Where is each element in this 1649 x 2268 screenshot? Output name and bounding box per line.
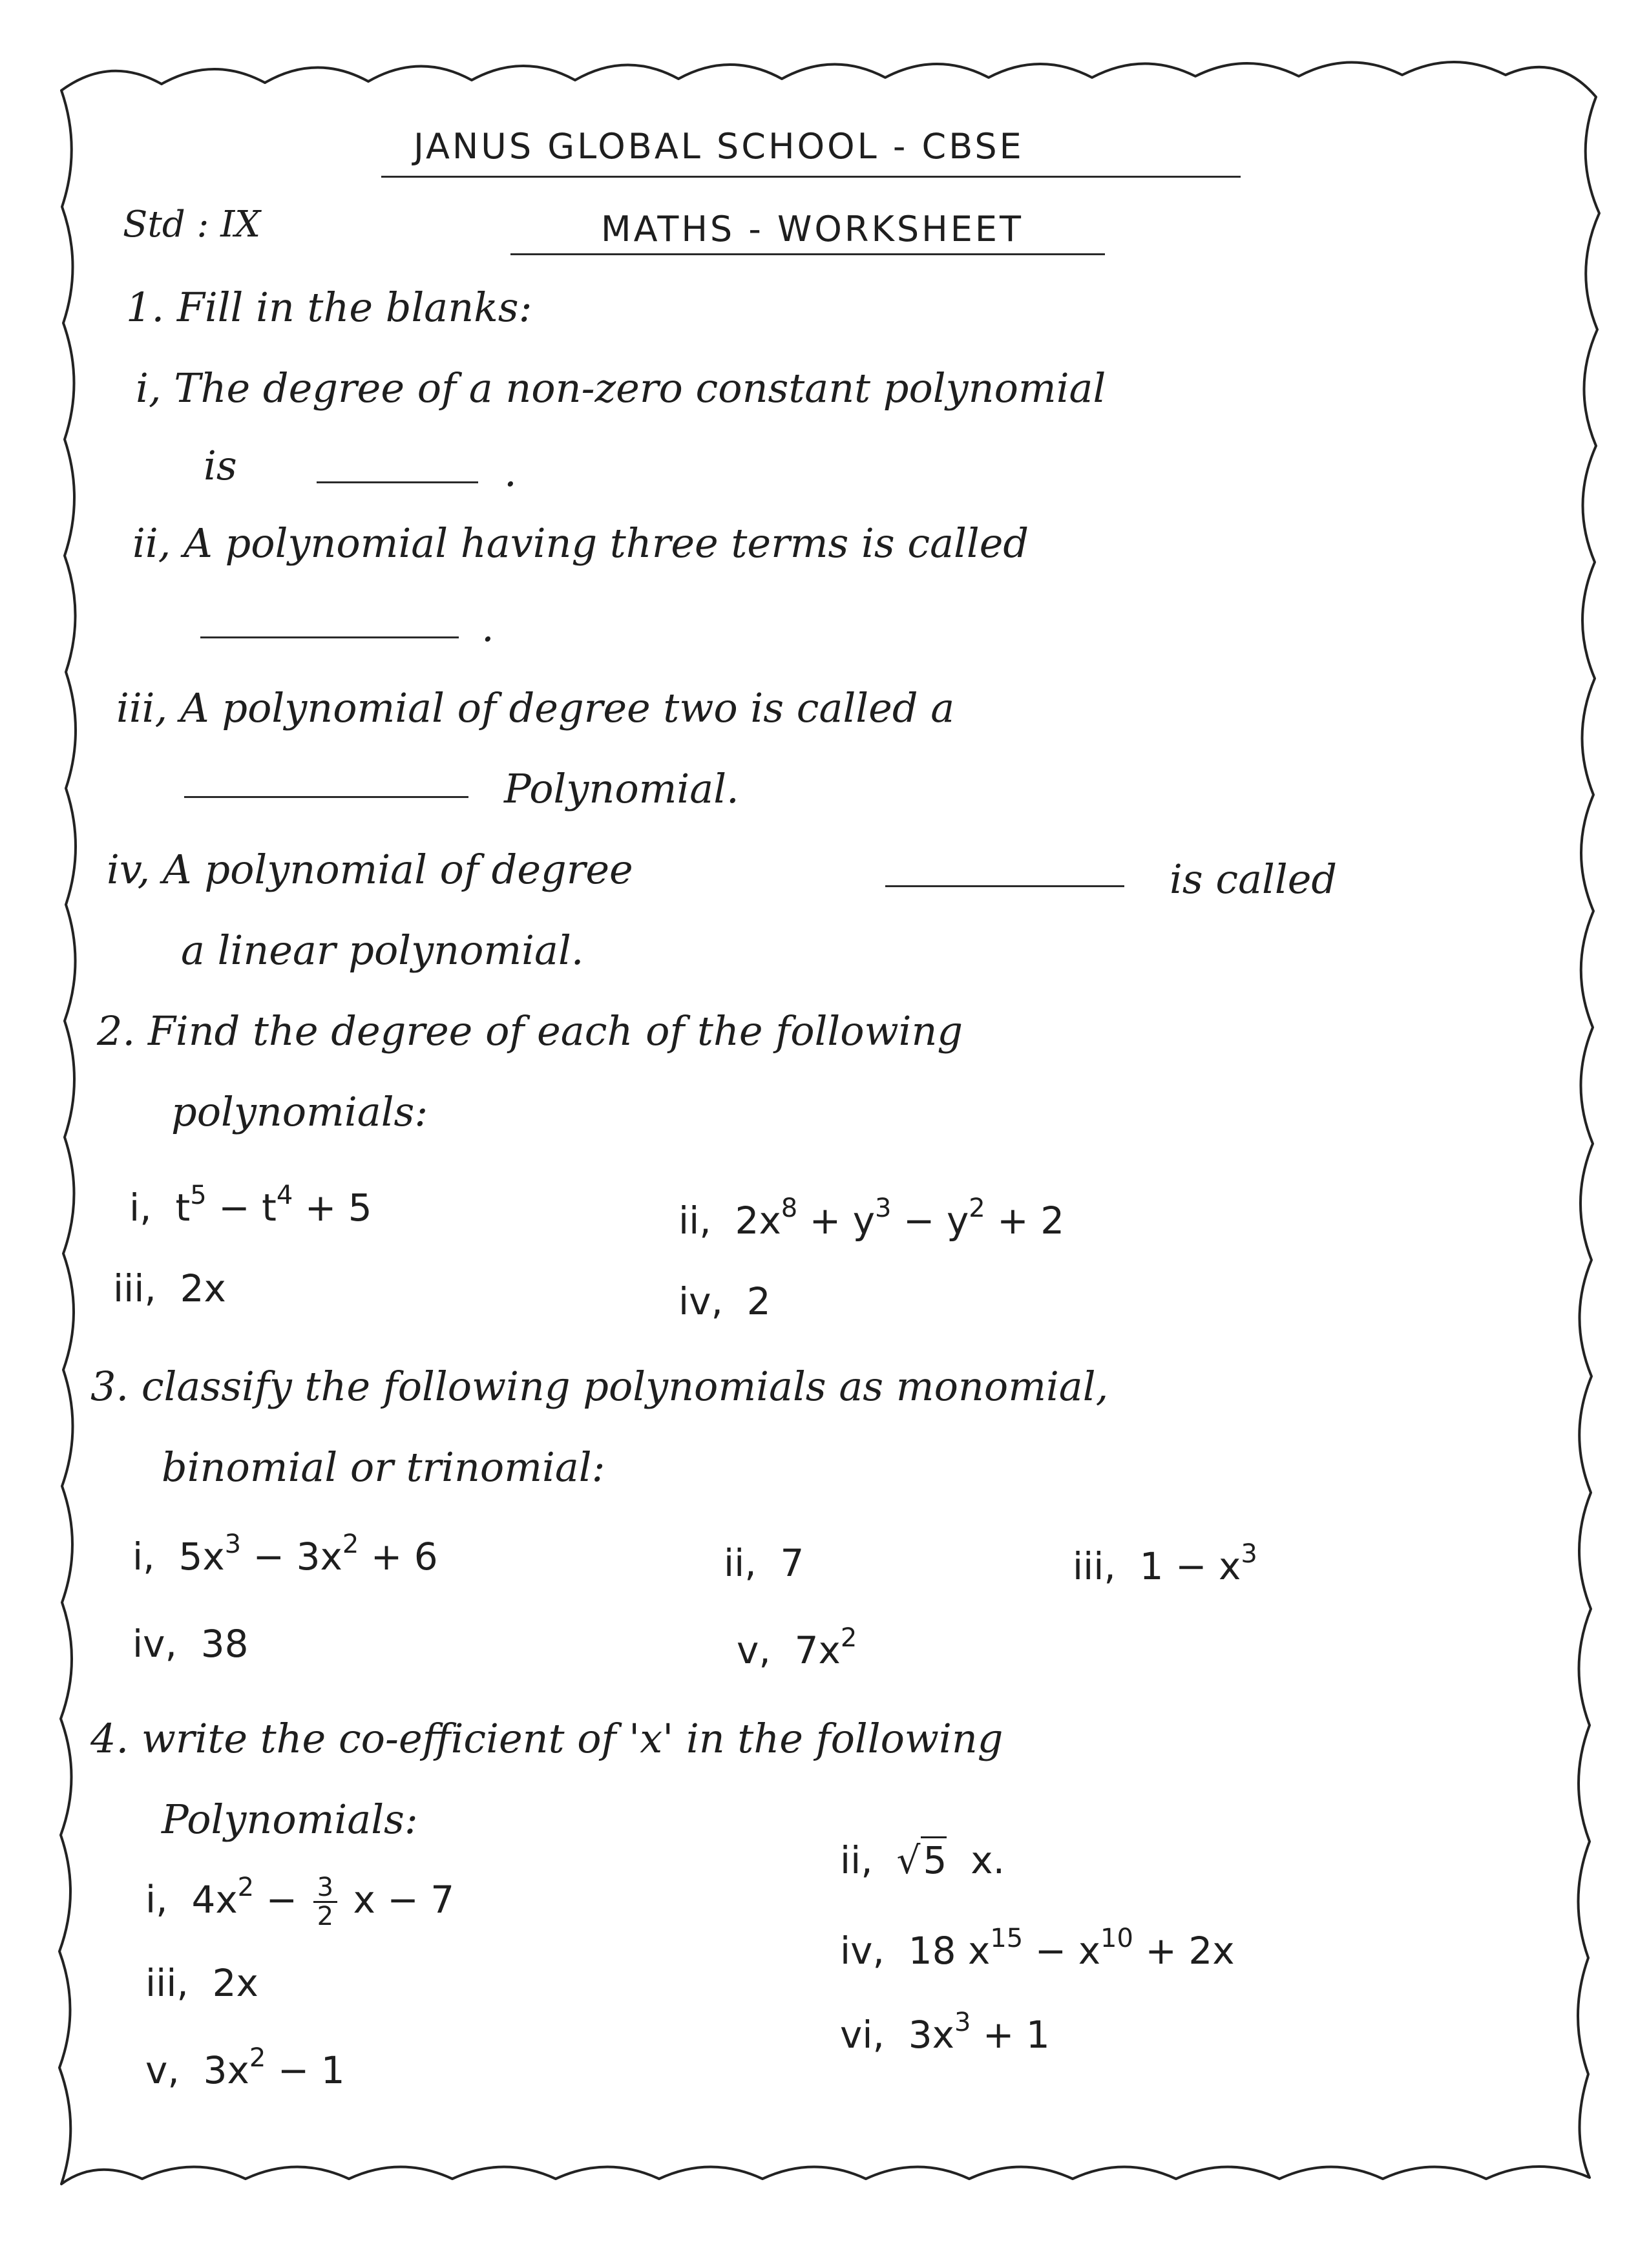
- q1-ii-period: .: [481, 604, 494, 651]
- q3-v: [737, 1623, 857, 1672]
- q4-ii: [840, 1838, 1005, 1882]
- q2-iii-label: iii,: [113, 1266, 156, 1310]
- q3-v-expr: $7x^2$: [794, 1623, 857, 1672]
- worksheet-title: MATHS - WORKSHEET: [601, 209, 1024, 249]
- q4-vi-expr: $3x^3 + 1$: [908, 2008, 1050, 2057]
- q4-v-expr: $3x^2 - 1$: [203, 2043, 345, 2092]
- q1-i-blank: [317, 481, 478, 483]
- q3-iii-label: iii,: [1073, 1544, 1116, 1588]
- sqrt-icon: √: [896, 1838, 921, 1882]
- q2-iii: [113, 1266, 226, 1310]
- q4-vi-label: vi,: [840, 2013, 885, 2057]
- q1-iii-text-cont: Polynomial.: [504, 765, 739, 812]
- q2-iv-label: iv,: [678, 1279, 723, 1323]
- q2-i-expr: $t^5 - t^4 + 5$: [175, 1181, 372, 1230]
- q4-v-label: v,: [145, 2048, 180, 2092]
- q3-iv: [132, 1622, 249, 1666]
- q2-i: [129, 1181, 372, 1230]
- q2-title-cont: polynomials:: [171, 1088, 428, 1135]
- q3-iii-expr: $1 - x^3$: [1139, 1539, 1257, 1588]
- q1-i-text-cont: is: [204, 442, 237, 489]
- q4-iv-expr: 18 $x^{15} - x^{10} + 2x$: [908, 1924, 1235, 1973]
- q3-ii: [724, 1541, 804, 1585]
- q4-i: [145, 1874, 454, 1930]
- q3-iv-expr: 38: [200, 1622, 249, 1666]
- q2-iv-expr: 2: [746, 1279, 771, 1323]
- school-title: JANUS GLOBAL SCHOOL - CBSE: [414, 126, 1024, 167]
- q1-ii-text: ii, A polynomial having three terms is called: [132, 520, 1029, 567]
- q3-iv-label: iv,: [132, 1622, 177, 1666]
- school-title-underline: [381, 176, 1241, 178]
- q1-i-text: i, The degree of a non-zero constant polynomial: [136, 364, 1106, 412]
- q4-title-cont: Polynomials:: [162, 1796, 418, 1843]
- worksheet-title-underline: [510, 253, 1105, 255]
- q4-iii-label: iii,: [145, 1961, 189, 2005]
- q3-i: [132, 1529, 438, 1579]
- q1-iv-blank: [885, 885, 1124, 887]
- q2-iv: [678, 1279, 771, 1323]
- q2-i-label: i,: [129, 1186, 152, 1230]
- q2-ii-label: ii,: [678, 1199, 711, 1243]
- q4-i-label: i,: [145, 1877, 168, 1922]
- q2-iii-expr: 2x: [180, 1266, 226, 1310]
- q1-iii-blank: [184, 796, 468, 798]
- q1-iv-text-end: is called: [1170, 856, 1338, 903]
- q4-ii-label: ii,: [840, 1838, 873, 1882]
- q2-ii: [678, 1193, 1065, 1243]
- q4-ii-var: x.: [971, 1838, 1005, 1882]
- q1-iv-text-cont: a linear polynomial.: [181, 927, 584, 974]
- q4-title: 4. write the co-efficient of 'x' in the following: [90, 1715, 1003, 1762]
- q4-vi: [840, 2008, 1050, 2057]
- q1-title: 1. Fill in the blanks:: [126, 284, 532, 331]
- q3-v-label: v,: [737, 1628, 771, 1672]
- q3-title: 3. classify the following polynomials as monomial,: [90, 1363, 1109, 1410]
- q4-ii-radicand: 5: [921, 1836, 947, 1882]
- q2-ii-expr: $2x^8 + y^3 - y^2 + 2$: [735, 1193, 1065, 1243]
- q3-iii: [1073, 1539, 1257, 1588]
- q4-iii-expr: 2x: [212, 1961, 258, 2005]
- q2-title: 2. Find the degree of each of the following: [97, 1007, 963, 1055]
- q1-i-period: .: [504, 448, 517, 496]
- q3-i-label: i,: [132, 1535, 155, 1579]
- q4-v: [145, 2043, 345, 2092]
- q3-ii-expr: 7: [780, 1541, 804, 1585]
- q4-i-fraction: $\frac{3}{2}$: [313, 1874, 337, 1930]
- q3-ii-label: ii,: [724, 1541, 757, 1585]
- std-label: Std : IX: [123, 204, 261, 246]
- q4-iv-label: iv,: [840, 1929, 885, 1973]
- q4-i-expr: $4x^2$ − $\frac{3}{2}$ x − 7: [191, 1872, 455, 1931]
- q4-iii: [145, 1961, 258, 2005]
- q1-iv-text: iv, A polynomial of degree: [107, 846, 633, 893]
- q3-i-expr: $5x^3 - 3x^2 + 6$: [178, 1529, 438, 1579]
- q4-iv: [840, 1924, 1235, 1973]
- q1-ii-blank: [200, 636, 459, 638]
- q1-iii-text: iii, A polynomial of degree two is called a: [116, 684, 955, 731]
- q3-title-cont: binomial or trinomial:: [162, 1444, 605, 1491]
